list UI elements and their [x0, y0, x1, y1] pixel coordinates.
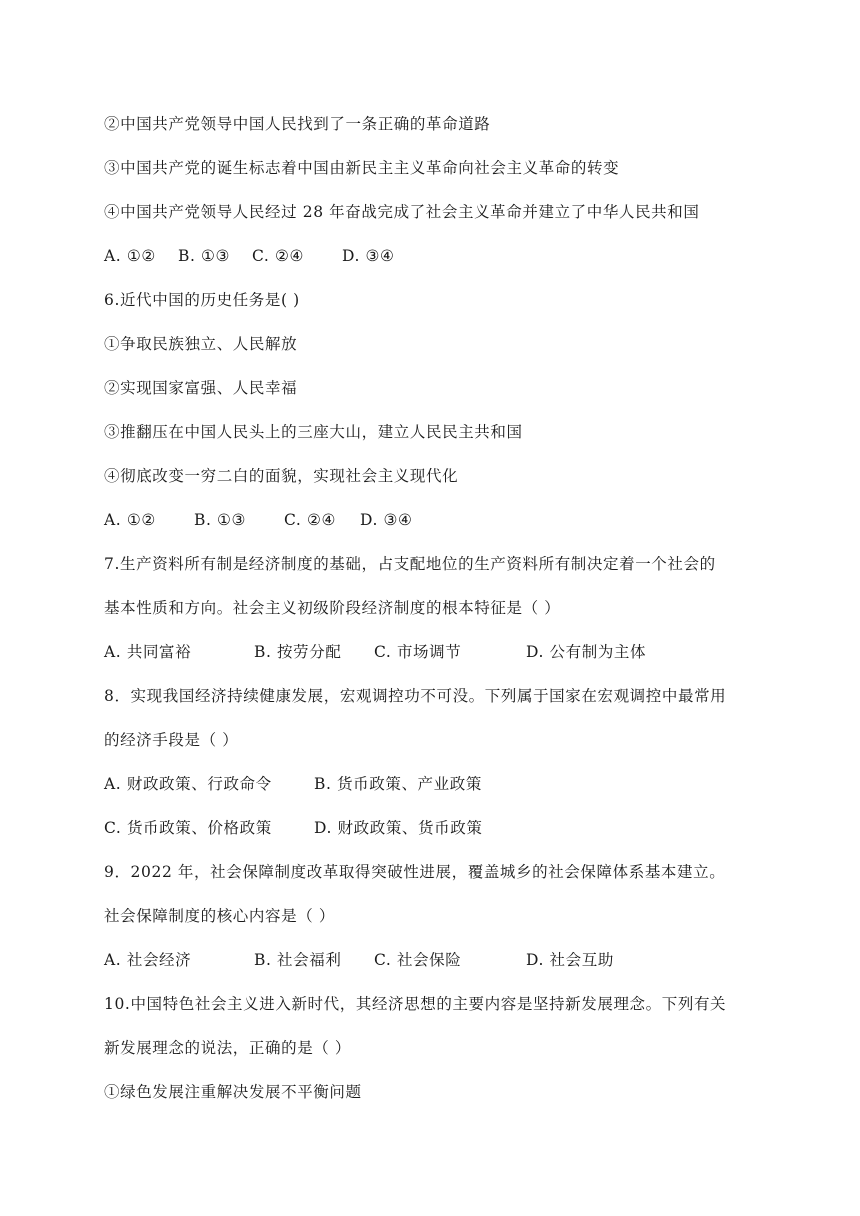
q8-option-a: A. 财政政策、行政命令 — [104, 775, 272, 793]
q9-question-line-1: 9．2022 年，社会保障制度改革取得突破性进展，覆盖城乡的社会保障体系基本建立。 — [104, 863, 726, 881]
q5-option-b: B. ①③ — [178, 247, 231, 265]
q9-option-d: D. 社会互助 — [526, 951, 614, 969]
q5-option-d: D. ③④ — [342, 247, 395, 265]
q5-statement-3: ③中国共产党的诞生标志着中国由新民主主义革命向社会主义革命的转变 — [104, 159, 620, 177]
q7-option-a: A. 共同富裕 — [104, 643, 192, 661]
q9-option-b: B. 社会福利 — [254, 951, 342, 969]
q6-statement-2: ②实现国家富强、人民幸福 — [104, 379, 298, 397]
q7-question-line-2: 基本性质和方向。社会主义初级阶段经济制度的根本特征是（ ） — [104, 599, 561, 617]
q5-statement-4: ④中国共产党领导人民经过 28 年奋战完成了社会主义革命并建立了中华人民共和国 — [104, 203, 700, 221]
q8-options-row-1 — [104, 774, 764, 794]
q5-options — [104, 246, 764, 266]
q6-statement-1: ①争取民族独立、人民解放 — [104, 335, 298, 353]
q5-option-a: A. ①② — [104, 247, 156, 265]
q8-option-b: B. 货币政策、产业政策 — [314, 775, 482, 793]
q7-option-c: C. 市场调节 — [374, 643, 462, 661]
q7-question-line-1: 7.生产资料所有制是经济制度的基础，占支配地位的生产资料所有制决定着一个社会的 — [104, 555, 716, 573]
q10-question-line-2: 新发展理念的说法，正确的是（ ） — [104, 1039, 352, 1057]
q10-question-line-1: 10.中国特色社会主义进入新时代，其经济思想的主要内容是坚持新发展理念。下列有关 — [104, 995, 727, 1013]
q10-statement-1: ①绿色发展注重解决发展不平衡问题 — [104, 1083, 362, 1101]
q8-options-row-2 — [104, 818, 764, 838]
q9-question-line-2: 社会保障制度的核心内容是（ ） — [104, 907, 335, 925]
q8-question-line-1: 8．实现我国经济持续健康发展，宏观调控功不可没。下列属于国家在宏观调控中最常用 — [104, 687, 727, 705]
q6-option-c: C. ②④ — [284, 511, 336, 529]
q8-question-line-2: 的经济手段是（ ） — [104, 731, 239, 749]
q5-statement-2: ②中国共产党领导中国人民找到了一条正确的革命道路 — [104, 115, 491, 133]
q9-option-c: C. 社会保险 — [374, 951, 462, 969]
q7-option-d: D. 公有制为主体 — [526, 643, 647, 661]
q7-option-b: B. 按劳分配 — [254, 643, 342, 661]
q6-option-b: B. ①③ — [194, 511, 247, 529]
q6-options — [104, 510, 764, 530]
q7-options — [104, 642, 764, 662]
q8-option-d: D. 财政政策、货币政策 — [314, 819, 483, 837]
q9-option-a: A. 社会经济 — [104, 951, 192, 969]
q6-statement-3: ③推翻压在中国人民头上的三座大山，建立人民民主共和国 — [104, 423, 523, 441]
q6-option-a: A. ①② — [104, 511, 156, 529]
q9-options — [104, 950, 764, 970]
q6-option-d: D. ③④ — [360, 511, 413, 529]
q6-question: 6.近代中国的历史任务是( ) — [104, 291, 300, 309]
q6-statement-4: ④彻底改变一穷二白的面貌，实现社会主义现代化 — [104, 467, 459, 485]
q5-option-c: C. ②④ — [252, 247, 304, 265]
q8-option-c: C. 货币政策、价格政策 — [104, 819, 272, 837]
